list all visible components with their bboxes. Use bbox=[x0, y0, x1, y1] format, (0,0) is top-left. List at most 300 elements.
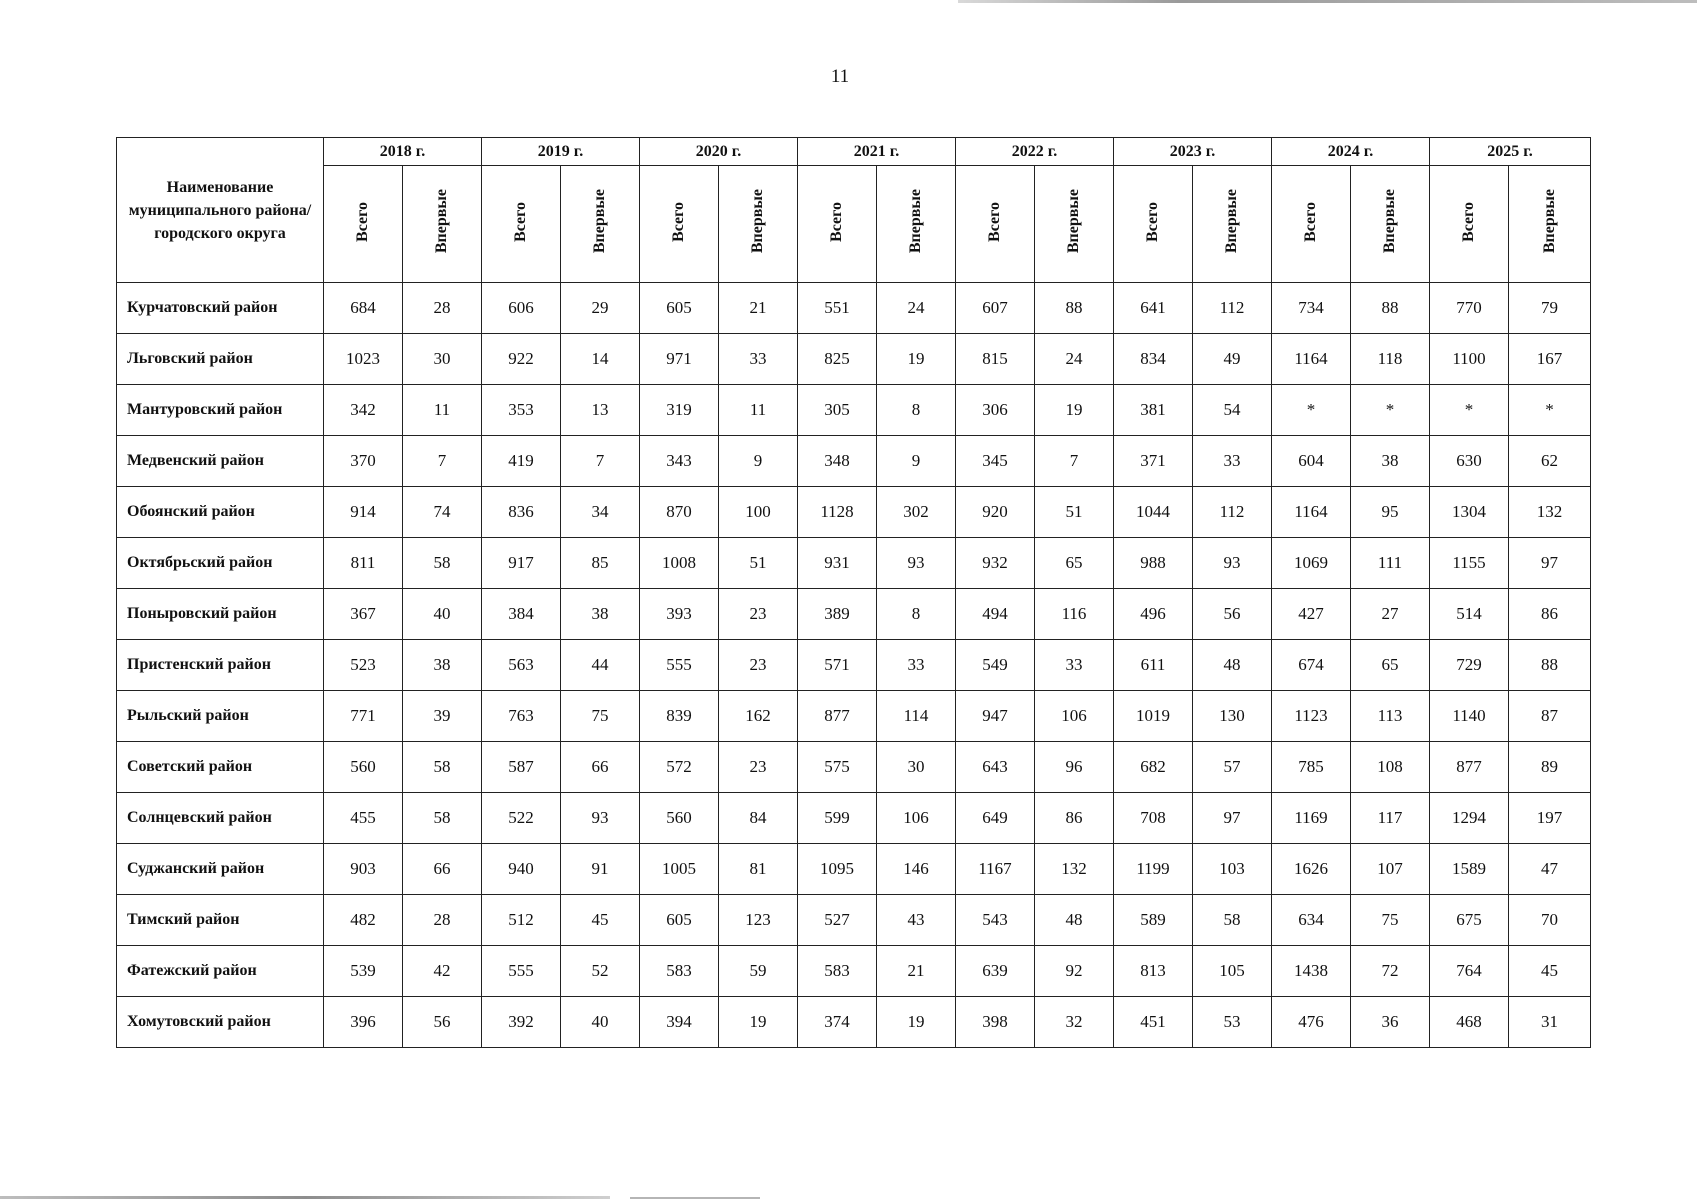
name-column-header: Наименование муниципального района/ городского округа bbox=[117, 138, 324, 283]
total-value-cell: 353 bbox=[482, 385, 561, 436]
first-time-value-cell: 54 bbox=[1193, 385, 1272, 436]
total-value-cell: 607 bbox=[956, 283, 1035, 334]
first-time-value-cell: 53 bbox=[1193, 997, 1272, 1048]
first-time-value-cell: 56 bbox=[403, 997, 482, 1048]
year-header: 2020 г. bbox=[640, 138, 798, 166]
total-value-cell: 367 bbox=[324, 589, 403, 640]
year-header: 2025 г. bbox=[1430, 138, 1591, 166]
first-time-value-cell: 47 bbox=[1509, 844, 1591, 895]
district-name: Солнцевский район bbox=[117, 793, 324, 844]
total-value-cell: 770 bbox=[1430, 283, 1509, 334]
total-value-cell: 931 bbox=[798, 538, 877, 589]
total-subheader bbox=[798, 166, 877, 283]
district-name: Советский район bbox=[117, 742, 324, 793]
first-time-value-cell: 123 bbox=[719, 895, 798, 946]
district-name: Рыльский район bbox=[117, 691, 324, 742]
first-time-value-cell: 49 bbox=[1193, 334, 1272, 385]
total-value-cell: 572 bbox=[640, 742, 719, 793]
first-time-value-cell: 130 bbox=[1193, 691, 1272, 742]
total-subheader-label: Всего bbox=[670, 201, 687, 242]
first-time-value-cell: 87 bbox=[1509, 691, 1591, 742]
first-time-value-cell: 21 bbox=[719, 283, 798, 334]
first-time-value-cell: 51 bbox=[719, 538, 798, 589]
total-value-cell: 1044 bbox=[1114, 487, 1193, 538]
first-time-subheader-label: Впервые bbox=[1381, 189, 1398, 254]
first-time-value-cell: 33 bbox=[877, 640, 956, 691]
first-time-value-cell: 28 bbox=[403, 283, 482, 334]
first-time-value-cell: 33 bbox=[719, 334, 798, 385]
total-value-cell: 1069 bbox=[1272, 538, 1351, 589]
district-name: Фатежский район bbox=[117, 946, 324, 997]
first-time-value-cell: 44 bbox=[561, 640, 640, 691]
first-time-value-cell: 57 bbox=[1193, 742, 1272, 793]
total-value-cell: 839 bbox=[640, 691, 719, 742]
year-header: 2021 г. bbox=[798, 138, 956, 166]
total-value-cell: 674 bbox=[1272, 640, 1351, 691]
total-value-cell: 342 bbox=[324, 385, 403, 436]
total-value-cell: 630 bbox=[1430, 436, 1509, 487]
first-time-value-cell: 19 bbox=[877, 334, 956, 385]
total-value-cell: 1294 bbox=[1430, 793, 1509, 844]
statistics-table bbox=[116, 137, 1591, 1048]
first-time-value-cell: 43 bbox=[877, 895, 956, 946]
first-time-value-cell: 19 bbox=[719, 997, 798, 1048]
total-value-cell: 1128 bbox=[798, 487, 877, 538]
first-time-value-cell: 42 bbox=[403, 946, 482, 997]
first-time-value-cell: 14 bbox=[561, 334, 640, 385]
first-time-value-cell: 38 bbox=[1351, 436, 1430, 487]
total-value-cell: 575 bbox=[798, 742, 877, 793]
table-row bbox=[117, 436, 1591, 487]
first-time-value-cell: 24 bbox=[1035, 334, 1114, 385]
first-time-subheader-label: Впервые bbox=[591, 189, 608, 254]
table-row bbox=[117, 487, 1591, 538]
first-time-value-cell: 8 bbox=[877, 589, 956, 640]
first-time-value-cell: 112 bbox=[1193, 283, 1272, 334]
total-value-cell: 1019 bbox=[1114, 691, 1193, 742]
first-time-value-cell: 23 bbox=[719, 742, 798, 793]
first-time-value-cell: 39 bbox=[403, 691, 482, 742]
table-row bbox=[117, 538, 1591, 589]
table-row bbox=[117, 742, 1591, 793]
total-value-cell: 555 bbox=[482, 946, 561, 997]
first-time-value-cell: 85 bbox=[561, 538, 640, 589]
total-value-cell: 940 bbox=[482, 844, 561, 895]
first-time-value-cell: 7 bbox=[1035, 436, 1114, 487]
year-header: 2018 г. bbox=[324, 138, 482, 166]
total-value-cell: 476 bbox=[1272, 997, 1351, 1048]
total-value-cell: 708 bbox=[1114, 793, 1193, 844]
total-value-cell: 398 bbox=[956, 997, 1035, 1048]
total-value-cell: * bbox=[1430, 385, 1509, 436]
total-value-cell: * bbox=[1272, 385, 1351, 436]
district-name: Октябрьский район bbox=[117, 538, 324, 589]
total-value-cell: 522 bbox=[482, 793, 561, 844]
first-time-value-cell: 65 bbox=[1035, 538, 1114, 589]
total-subheader-label: Всего bbox=[354, 201, 371, 242]
total-subheader bbox=[640, 166, 719, 283]
total-value-cell: 1155 bbox=[1430, 538, 1509, 589]
total-value-cell: 512 bbox=[482, 895, 561, 946]
first-time-value-cell: 86 bbox=[1035, 793, 1114, 844]
first-time-value-cell: 38 bbox=[403, 640, 482, 691]
total-value-cell: 455 bbox=[324, 793, 403, 844]
first-time-value-cell: 84 bbox=[719, 793, 798, 844]
total-value-cell: 549 bbox=[956, 640, 1035, 691]
total-value-cell: 599 bbox=[798, 793, 877, 844]
total-value-cell: 988 bbox=[1114, 538, 1193, 589]
district-name: Медвенский район bbox=[117, 436, 324, 487]
first-time-value-cell: 70 bbox=[1509, 895, 1591, 946]
first-time-value-cell: 111 bbox=[1351, 538, 1430, 589]
total-value-cell: 763 bbox=[482, 691, 561, 742]
district-name: Тимский район bbox=[117, 895, 324, 946]
total-value-cell: 932 bbox=[956, 538, 1035, 589]
first-time-value-cell: 40 bbox=[561, 997, 640, 1048]
total-value-cell: 914 bbox=[324, 487, 403, 538]
total-value-cell: 1589 bbox=[1430, 844, 1509, 895]
total-value-cell: 571 bbox=[798, 640, 877, 691]
first-time-subheader bbox=[403, 166, 482, 283]
total-value-cell: 675 bbox=[1430, 895, 1509, 946]
total-value-cell: 305 bbox=[798, 385, 877, 436]
total-value-cell: 419 bbox=[482, 436, 561, 487]
year-header: 2023 г. bbox=[1114, 138, 1272, 166]
first-time-value-cell: 58 bbox=[403, 538, 482, 589]
first-time-value-cell: 107 bbox=[1351, 844, 1430, 895]
table-row bbox=[117, 640, 1591, 691]
first-time-value-cell: 106 bbox=[1035, 691, 1114, 742]
first-time-value-cell: 88 bbox=[1351, 283, 1430, 334]
total-value-cell: 1095 bbox=[798, 844, 877, 895]
first-time-value-cell: 40 bbox=[403, 589, 482, 640]
first-time-value-cell: 56 bbox=[1193, 589, 1272, 640]
first-time-value-cell: 75 bbox=[1351, 895, 1430, 946]
district-name: Пристенский район bbox=[117, 640, 324, 691]
total-value-cell: 348 bbox=[798, 436, 877, 487]
total-value-cell: 583 bbox=[798, 946, 877, 997]
total-subheader-label: Всего bbox=[828, 201, 845, 242]
first-time-value-cell: 74 bbox=[403, 487, 482, 538]
total-value-cell: 920 bbox=[956, 487, 1035, 538]
total-value-cell: 870 bbox=[640, 487, 719, 538]
total-value-cell: 1023 bbox=[324, 334, 403, 385]
first-time-value-cell: 51 bbox=[1035, 487, 1114, 538]
first-time-value-cell: 23 bbox=[719, 589, 798, 640]
first-time-value-cell: 30 bbox=[877, 742, 956, 793]
table-body bbox=[117, 283, 1591, 1048]
total-subheader-label: Всего bbox=[1460, 201, 1477, 242]
first-time-value-cell: 113 bbox=[1351, 691, 1430, 742]
district-name: Мантуровский район bbox=[117, 385, 324, 436]
first-time-value-cell: 28 bbox=[403, 895, 482, 946]
first-time-value-cell: 8 bbox=[877, 385, 956, 436]
total-value-cell: 374 bbox=[798, 997, 877, 1048]
total-subheader-label: Всего bbox=[986, 201, 1003, 242]
total-subheader bbox=[956, 166, 1035, 283]
total-value-cell: 813 bbox=[1114, 946, 1193, 997]
total-value-cell: 396 bbox=[324, 997, 403, 1048]
first-time-subheader-label: Впервые bbox=[1223, 189, 1240, 254]
first-time-value-cell: 117 bbox=[1351, 793, 1430, 844]
total-value-cell: 392 bbox=[482, 997, 561, 1048]
first-time-subheader bbox=[561, 166, 640, 283]
total-value-cell: 971 bbox=[640, 334, 719, 385]
first-time-value-cell: 48 bbox=[1035, 895, 1114, 946]
first-time-subheader-label: Впервые bbox=[1065, 189, 1082, 254]
first-time-value-cell: 103 bbox=[1193, 844, 1272, 895]
total-value-cell: 370 bbox=[324, 436, 403, 487]
total-value-cell: 1438 bbox=[1272, 946, 1351, 997]
total-value-cell: 1140 bbox=[1430, 691, 1509, 742]
total-value-cell: 555 bbox=[640, 640, 719, 691]
total-value-cell: 1199 bbox=[1114, 844, 1193, 895]
table-row bbox=[117, 946, 1591, 997]
first-time-value-cell: 96 bbox=[1035, 742, 1114, 793]
district-name: Обоянский район bbox=[117, 487, 324, 538]
first-time-value-cell: 29 bbox=[561, 283, 640, 334]
total-value-cell: 836 bbox=[482, 487, 561, 538]
total-value-cell: 394 bbox=[640, 997, 719, 1048]
first-time-value-cell: 92 bbox=[1035, 946, 1114, 997]
first-time-value-cell: 66 bbox=[561, 742, 640, 793]
first-time-value-cell: 52 bbox=[561, 946, 640, 997]
total-value-cell: 523 bbox=[324, 640, 403, 691]
first-time-value-cell: 86 bbox=[1509, 589, 1591, 640]
table-row bbox=[117, 385, 1591, 436]
first-time-value-cell: 45 bbox=[561, 895, 640, 946]
first-time-value-cell: 7 bbox=[403, 436, 482, 487]
district-name: Льговский район bbox=[117, 334, 324, 385]
total-value-cell: 643 bbox=[956, 742, 1035, 793]
table-row bbox=[117, 589, 1591, 640]
total-value-cell: 729 bbox=[1430, 640, 1509, 691]
first-time-value-cell: 30 bbox=[403, 334, 482, 385]
first-time-value-cell: 105 bbox=[1193, 946, 1272, 997]
first-time-value-cell: * bbox=[1351, 385, 1430, 436]
scan-edge-top bbox=[958, 0, 1697, 3]
first-time-subheader-label: Впервые bbox=[907, 189, 924, 254]
first-time-subheader bbox=[877, 166, 956, 283]
first-time-subheader bbox=[1193, 166, 1272, 283]
first-time-value-cell: 58 bbox=[403, 742, 482, 793]
first-time-value-cell: 93 bbox=[1193, 538, 1272, 589]
total-value-cell: 922 bbox=[482, 334, 561, 385]
first-time-value-cell: 118 bbox=[1351, 334, 1430, 385]
total-value-cell: 682 bbox=[1114, 742, 1193, 793]
total-value-cell: 1169 bbox=[1272, 793, 1351, 844]
total-value-cell: 1008 bbox=[640, 538, 719, 589]
district-name: Суджанский район bbox=[117, 844, 324, 895]
total-subheader-label: Всего bbox=[512, 201, 529, 242]
first-time-value-cell: 93 bbox=[877, 538, 956, 589]
total-value-cell: 514 bbox=[1430, 589, 1509, 640]
total-value-cell: 1123 bbox=[1272, 691, 1351, 742]
total-value-cell: 811 bbox=[324, 538, 403, 589]
first-time-value-cell: 162 bbox=[719, 691, 798, 742]
scan-edge-bottom bbox=[0, 1196, 610, 1199]
total-value-cell: 764 bbox=[1430, 946, 1509, 997]
first-time-value-cell: 9 bbox=[719, 436, 798, 487]
total-subheader-label: Всего bbox=[1302, 201, 1319, 242]
total-value-cell: 606 bbox=[482, 283, 561, 334]
first-time-value-cell: 66 bbox=[403, 844, 482, 895]
first-time-value-cell: 13 bbox=[561, 385, 640, 436]
total-value-cell: 345 bbox=[956, 436, 1035, 487]
total-value-cell: 527 bbox=[798, 895, 877, 946]
page-number: 11 bbox=[830, 66, 850, 87]
total-subheader bbox=[1430, 166, 1509, 283]
first-time-value-cell: 114 bbox=[877, 691, 956, 742]
year-header: 2022 г. bbox=[956, 138, 1114, 166]
first-time-subheader bbox=[719, 166, 798, 283]
first-time-value-cell: 91 bbox=[561, 844, 640, 895]
scan-edge-bottom-fragment bbox=[630, 1197, 760, 1199]
first-time-value-cell: 112 bbox=[1193, 487, 1272, 538]
first-time-value-cell: 32 bbox=[1035, 997, 1114, 1048]
first-time-value-cell: 27 bbox=[1351, 589, 1430, 640]
first-time-value-cell: 97 bbox=[1193, 793, 1272, 844]
total-value-cell: 605 bbox=[640, 895, 719, 946]
total-value-cell: 543 bbox=[956, 895, 1035, 946]
total-value-cell: 560 bbox=[324, 742, 403, 793]
first-time-subheader bbox=[1035, 166, 1114, 283]
first-time-value-cell: 33 bbox=[1193, 436, 1272, 487]
total-subheader bbox=[1272, 166, 1351, 283]
first-time-value-cell: 21 bbox=[877, 946, 956, 997]
table-row bbox=[117, 793, 1591, 844]
first-time-value-cell: 100 bbox=[719, 487, 798, 538]
subheader-row bbox=[117, 166, 1591, 283]
first-time-value-cell: 95 bbox=[1351, 487, 1430, 538]
total-value-cell: 551 bbox=[798, 283, 877, 334]
first-time-value-cell: 132 bbox=[1509, 487, 1591, 538]
total-value-cell: 1164 bbox=[1272, 487, 1351, 538]
total-value-cell: 427 bbox=[1272, 589, 1351, 640]
total-value-cell: 319 bbox=[640, 385, 719, 436]
first-time-value-cell: 19 bbox=[877, 997, 956, 1048]
table-row bbox=[117, 997, 1591, 1048]
first-time-value-cell: 106 bbox=[877, 793, 956, 844]
first-time-value-cell: 167 bbox=[1509, 334, 1591, 385]
district-name: Поныровский район bbox=[117, 589, 324, 640]
first-time-value-cell: 34 bbox=[561, 487, 640, 538]
total-subheader bbox=[1114, 166, 1193, 283]
total-subheader bbox=[482, 166, 561, 283]
first-time-value-cell: 36 bbox=[1351, 997, 1430, 1048]
table-row bbox=[117, 895, 1591, 946]
total-value-cell: 1626 bbox=[1272, 844, 1351, 895]
total-value-cell: 560 bbox=[640, 793, 719, 844]
total-value-cell: 825 bbox=[798, 334, 877, 385]
table-row bbox=[117, 691, 1591, 742]
first-time-value-cell: 24 bbox=[877, 283, 956, 334]
first-time-value-cell: 58 bbox=[403, 793, 482, 844]
first-time-subheader-label: Впервые bbox=[1540, 189, 1558, 254]
first-time-value-cell: 97 bbox=[1509, 538, 1591, 589]
total-value-cell: 1167 bbox=[956, 844, 1035, 895]
total-value-cell: 684 bbox=[324, 283, 403, 334]
total-value-cell: 563 bbox=[482, 640, 561, 691]
total-value-cell: 496 bbox=[1114, 589, 1193, 640]
first-time-value-cell: 58 bbox=[1193, 895, 1272, 946]
total-value-cell: 947 bbox=[956, 691, 1035, 742]
total-value-cell: 611 bbox=[1114, 640, 1193, 691]
first-time-value-cell: 108 bbox=[1351, 742, 1430, 793]
total-value-cell: 539 bbox=[324, 946, 403, 997]
first-time-value-cell: 33 bbox=[1035, 640, 1114, 691]
first-time-value-cell: 81 bbox=[719, 844, 798, 895]
year-header: 2019 г. bbox=[482, 138, 640, 166]
total-value-cell: 451 bbox=[1114, 997, 1193, 1048]
first-time-value-cell: 11 bbox=[719, 385, 798, 436]
total-subheader bbox=[324, 166, 403, 283]
total-value-cell: 639 bbox=[956, 946, 1035, 997]
first-time-value-cell: 88 bbox=[1035, 283, 1114, 334]
total-value-cell: 1005 bbox=[640, 844, 719, 895]
total-value-cell: 468 bbox=[1430, 997, 1509, 1048]
total-value-cell: 1164 bbox=[1272, 334, 1351, 385]
total-value-cell: 877 bbox=[1430, 742, 1509, 793]
district-name: Хомутовский район bbox=[117, 997, 324, 1048]
first-time-value-cell: 38 bbox=[561, 589, 640, 640]
total-value-cell: 785 bbox=[1272, 742, 1351, 793]
first-time-value-cell: 88 bbox=[1509, 640, 1591, 691]
first-time-value-cell: 7 bbox=[561, 436, 640, 487]
first-time-value-cell: 116 bbox=[1035, 589, 1114, 640]
first-time-value-cell: 75 bbox=[561, 691, 640, 742]
year-header: 2024 г. bbox=[1272, 138, 1430, 166]
first-time-value-cell: 23 bbox=[719, 640, 798, 691]
first-time-value-cell: 72 bbox=[1351, 946, 1430, 997]
total-value-cell: 771 bbox=[324, 691, 403, 742]
total-value-cell: 589 bbox=[1114, 895, 1193, 946]
first-time-subheader bbox=[1509, 166, 1591, 283]
total-value-cell: 371 bbox=[1114, 436, 1193, 487]
first-time-subheader-label: Впервые bbox=[433, 189, 450, 254]
total-value-cell: 834 bbox=[1114, 334, 1193, 385]
first-time-value-cell: 19 bbox=[1035, 385, 1114, 436]
first-time-value-cell: 79 bbox=[1509, 283, 1591, 334]
total-value-cell: 587 bbox=[482, 742, 561, 793]
total-value-cell: 381 bbox=[1114, 385, 1193, 436]
first-time-value-cell: 59 bbox=[719, 946, 798, 997]
first-time-value-cell: 89 bbox=[1509, 742, 1591, 793]
first-time-value-cell: 48 bbox=[1193, 640, 1272, 691]
total-value-cell: 649 bbox=[956, 793, 1035, 844]
total-value-cell: 815 bbox=[956, 334, 1035, 385]
total-subheader-label: Всего bbox=[1144, 201, 1161, 242]
total-value-cell: 917 bbox=[482, 538, 561, 589]
total-value-cell: 384 bbox=[482, 589, 561, 640]
table-row bbox=[117, 283, 1591, 334]
table-row bbox=[117, 334, 1591, 385]
total-value-cell: 389 bbox=[798, 589, 877, 640]
district-name: Курчатовский район bbox=[117, 283, 324, 334]
first-time-value-cell: 146 bbox=[877, 844, 956, 895]
total-value-cell: 306 bbox=[956, 385, 1035, 436]
year-header-row bbox=[117, 138, 1591, 166]
first-time-value-cell: 93 bbox=[561, 793, 640, 844]
first-time-subheader-label: Впервые bbox=[749, 189, 766, 254]
total-value-cell: 1304 bbox=[1430, 487, 1509, 538]
table-row bbox=[117, 844, 1591, 895]
total-value-cell: 1100 bbox=[1430, 334, 1509, 385]
first-time-value-cell: 62 bbox=[1509, 436, 1591, 487]
first-time-subheader bbox=[1351, 166, 1430, 283]
total-value-cell: 605 bbox=[640, 283, 719, 334]
total-value-cell: 343 bbox=[640, 436, 719, 487]
